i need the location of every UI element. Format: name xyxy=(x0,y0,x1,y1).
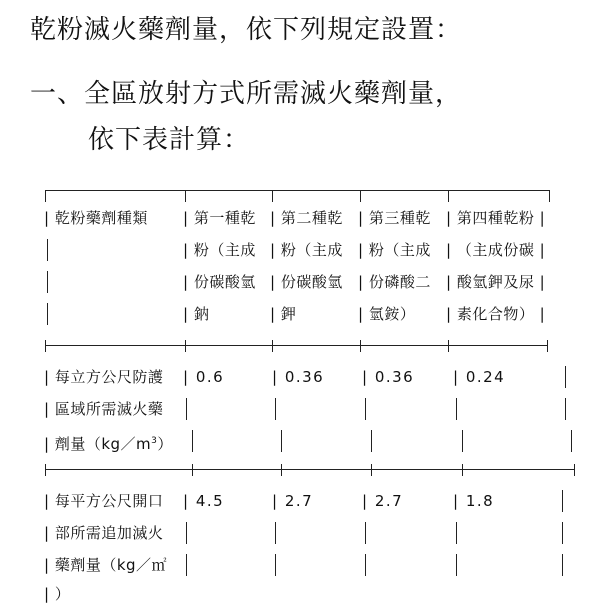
column-header: | 酸氫鉀及尿 | xyxy=(446,273,546,291)
table-border xyxy=(275,398,276,420)
table-tick xyxy=(185,340,186,352)
heading-line-1: 乾粉滅火藥劑量，依下列規定設置： xyxy=(30,15,463,45)
table-border xyxy=(281,430,282,452)
table-cell-value: | 4.5 xyxy=(183,492,225,510)
table-tick xyxy=(360,190,361,202)
column-header: | 鈉 xyxy=(183,305,210,323)
table-border xyxy=(456,554,457,576)
table-tick xyxy=(45,340,46,352)
table-border xyxy=(565,398,566,420)
table-tick xyxy=(448,190,449,202)
row-label: | ） xyxy=(44,585,71,603)
table-tick xyxy=(45,464,46,476)
table-border xyxy=(47,239,48,261)
table-cell-value: | 0.36 xyxy=(362,368,415,386)
table-border xyxy=(186,522,187,544)
table-tick xyxy=(360,340,361,352)
table-border xyxy=(562,554,563,576)
column-header: | 份磷酸二 xyxy=(358,273,431,291)
column-header: | 第一種乾 xyxy=(183,209,256,227)
heading-line-3: 依下表計算： xyxy=(88,125,251,155)
table-cell-value: | 1.8 xyxy=(453,492,495,510)
table-tick xyxy=(547,340,548,352)
table-tick xyxy=(448,340,449,352)
table-border xyxy=(47,271,48,293)
column-header: | 粉（主成 xyxy=(358,241,431,259)
table-tick xyxy=(272,340,273,352)
table-border xyxy=(275,522,276,544)
column-header: | 第四種乾粉 | xyxy=(446,209,546,227)
column-header: | 氫銨） xyxy=(358,305,416,323)
table-border xyxy=(365,554,366,576)
table-border xyxy=(186,398,187,420)
column-header: | 粉（主成 xyxy=(183,241,256,259)
table-tick xyxy=(192,464,193,476)
table-border xyxy=(462,430,463,452)
table-cell-value: | 0.6 xyxy=(183,368,225,386)
row-label: | 藥劑量（kg／㎡ xyxy=(44,556,168,574)
table-cell-value: | 2.7 xyxy=(362,492,404,510)
row-label: | 每立方公尺防護 xyxy=(44,368,164,386)
table-border xyxy=(456,398,457,420)
column-header: | （主成份碳 | xyxy=(446,241,546,259)
table-border xyxy=(275,554,276,576)
column-header: | 份碳酸氫 xyxy=(270,273,343,291)
table-row-separator xyxy=(45,469,575,470)
table-tick xyxy=(281,464,282,476)
column-header: | 粉（主成 xyxy=(270,241,343,259)
corner-header: | 乾粉藥劑種類 xyxy=(44,209,148,227)
table-tick xyxy=(45,190,46,202)
column-header: | 素化合物） | xyxy=(446,305,546,323)
table-border xyxy=(371,430,372,452)
table-tick xyxy=(549,190,550,202)
table-border xyxy=(192,430,193,452)
table-tick xyxy=(185,190,186,202)
column-header: | 份碳酸氫 xyxy=(183,273,256,291)
row-label: | 每平方公尺開口 xyxy=(44,492,164,510)
table-border xyxy=(456,522,457,544)
table-border xyxy=(365,522,366,544)
table-border xyxy=(571,430,572,452)
table-border xyxy=(562,490,563,512)
table-cell-value: | 0.24 xyxy=(453,368,506,386)
table-border xyxy=(186,554,187,576)
column-header: | 鉀 xyxy=(270,305,297,323)
table-border xyxy=(365,398,366,420)
column-header: | 第二種乾 xyxy=(270,209,343,227)
row-label: | 部所需追加滅火 xyxy=(44,524,164,542)
heading-line-2: 一、全區放射方式所需滅火藥劑量， xyxy=(30,79,463,109)
table-tick xyxy=(462,464,463,476)
table-border xyxy=(47,303,48,325)
table-top-rule xyxy=(45,190,550,191)
table-border xyxy=(562,522,563,544)
table-tick xyxy=(574,464,575,476)
row-label: | 區域所需滅火藥 xyxy=(44,400,164,418)
column-header: | 第三種乾 xyxy=(358,209,431,227)
table-cell-value: | 2.7 xyxy=(272,492,314,510)
table-tick xyxy=(272,190,273,202)
table-border xyxy=(565,366,566,388)
row-label: | 劑量$(kg/m^3)$ xyxy=(44,435,173,453)
table-cell-value: | 0.36 xyxy=(272,368,325,386)
table-row-separator xyxy=(45,345,548,346)
table-tick xyxy=(371,464,372,476)
